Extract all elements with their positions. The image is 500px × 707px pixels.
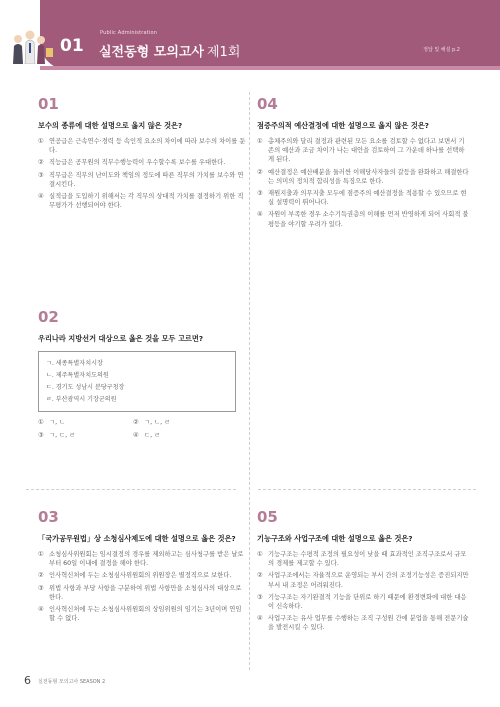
option-item[interactable]: ③ 직무급은 직무의 난이도와 책임의 정도에 따른 직무의 가치를 보수와 연결시킨다.	[38, 171, 244, 188]
question-number: 03	[38, 508, 59, 526]
question-04	[257, 96, 469, 232]
box-item: ㄷ. 경기도 성남시 분당구청장	[46, 384, 125, 391]
question-text: 보수의 종류에 대한 설명으로 옳지 않은 것은?	[38, 121, 183, 130]
choice-box	[38, 351, 236, 412]
option-item[interactable]: ③ ㄱ, ㄷ, ㄹ	[38, 432, 76, 439]
option-item[interactable]: ④ ㄷ, ㄹ	[133, 432, 161, 439]
option-item[interactable]: ③ 위법 사항과 부당 사항을 구분하여 위법 사항만을 소청심사의 대상으로 한다.	[38, 584, 242, 601]
header-section-number: 01	[60, 36, 84, 56]
option-list	[257, 137, 469, 229]
row-divider-left	[26, 489, 236, 490]
option-item[interactable]: ① ㄱ, ㄴ	[38, 419, 66, 426]
row-divider-right	[258, 489, 476, 490]
header-title-text: 실전동형 모의고사	[99, 45, 204, 60]
page-number: 6	[24, 674, 31, 687]
option-item[interactable]: ① 총체주의와 달리 결정과 관련된 모든 요소를 검토할 수 없다고 보면서 기존의 예산과 조금 차이가 나는 대안을 검토하여 그 가운데 하나를 선택하게 된다.	[257, 138, 465, 164]
question-02	[38, 309, 246, 440]
question-03	[38, 509, 246, 626]
question-number: 05	[257, 508, 278, 526]
box-item: ㄱ. 세종특별자치시장	[46, 360, 103, 367]
option-list	[257, 550, 469, 633]
box-item: ㄴ. 제주특별자치도의원	[46, 372, 109, 379]
header-round: 제1회	[207, 45, 241, 60]
option-item[interactable]: ② ㄱ, ㄴ, ㄹ	[133, 419, 171, 426]
header-title	[99, 41, 240, 60]
answer-reference: 정답 및 해설 p.2	[423, 47, 460, 53]
question-text: 점증주의적 예산결정에 대한 설명으로 옳지 않은 것은?	[257, 121, 429, 130]
option-item[interactable]: ③ 기능구조는 자기완결적 기능을 단위로 하기 때문에 환경변화에 대한 대응이 신속하다.	[257, 593, 467, 611]
option-grid	[38, 418, 246, 440]
people-illustration-icon	[10, 26, 58, 64]
question-number: 04	[257, 95, 278, 113]
question-number: 02	[38, 308, 59, 326]
question-number: 01	[38, 95, 59, 113]
footer-text: 실전동형 모의고사 SEASON 2	[38, 679, 106, 685]
option-item[interactable]: ① 소청심사위원회는 임시결정의 경우를 제외하고는 심사청구를 받은 날로부터 60일 이내에 결정을 해야 한다.	[38, 551, 244, 568]
page-header	[0, 0, 500, 70]
box-item: ㄹ. 부산광역시 기장군의원	[46, 396, 117, 403]
question-05	[257, 509, 469, 636]
question-text: 「국가공무원법」상 소청심사제도에 대한 설명으로 옳은 것은?	[38, 534, 236, 543]
option-item[interactable]: ① 기능구조는 수평적 조정의 필요성이 낮을 때 효과적인 조직구조로서 규모의 경제를 제고할 수 있다.	[257, 551, 467, 568]
header-subtitle: Public Administration	[100, 30, 158, 36]
option-item[interactable]: ④ 사업구조는 유사 업무를 수행하는 조직 구성원 간에 분업을 통해 전문기술을 발전시킬 수 있다.	[257, 615, 469, 632]
question-text: 우리나라 지방선거 대상으로 옳은 것을 모두 고르면?	[38, 334, 203, 343]
question-01	[38, 96, 246, 213]
option-item[interactable]: ① 연공급은 근속연수·경력 등 속인적 요소의 차이에 따라 보수의 차이를 둔다.	[38, 138, 246, 155]
option-item[interactable]: ② 사업구조에서는 자율적으로 운영되는 부서 간의 조정기능성은 증진되지만 부서 내 조정은 어려워진다.	[257, 572, 469, 589]
option-item[interactable]: ③ 재원지출과 의무지출 모두에 점증주의 예산결정을 적용할 수 있으므로 현실 설명력이 뛰어나다.	[257, 190, 467, 207]
option-item[interactable]: ② 인사혁신처에 두는 소청심사위원회의 위원장은 별정직으로 보한다.	[38, 572, 232, 580]
header-stripe	[40, 66, 500, 70]
column-divider	[249, 92, 250, 670]
option-item[interactable]: ④ 자원이 부족한 경우 소수기득권층의 이해를 먼저 반영하게 되어 사회적 불평등을 야기할 우려가 있다.	[257, 211, 469, 228]
question-text: 기능구조와 사업구조에 대한 설명으로 옳은 것은?	[257, 534, 413, 543]
option-item[interactable]: ④ 실적급을 도입하기 위해서는 각 직무의 상대적 가치를 결정하기 위한 직무평가가 선행되어야 한다.	[38, 193, 244, 210]
option-item[interactable]: ④ 인사혁신처에 두는 소청심사위원회의 상임위원의 임기는 3년이며 연임할 수 없다.	[38, 606, 242, 623]
option-item[interactable]: ② 예산결정은 예산배분을 둘러싼 이해당사자들의 갈등을 완화하고 해결한다는 의미의 정치적 합리성을 특징으로 한다.	[257, 168, 469, 185]
option-item[interactable]: ② 직능급은 공무원의 직무수행능력이 우수할수록 보수를 우대한다.	[38, 159, 226, 167]
option-list	[38, 137, 246, 210]
option-list	[38, 550, 246, 623]
